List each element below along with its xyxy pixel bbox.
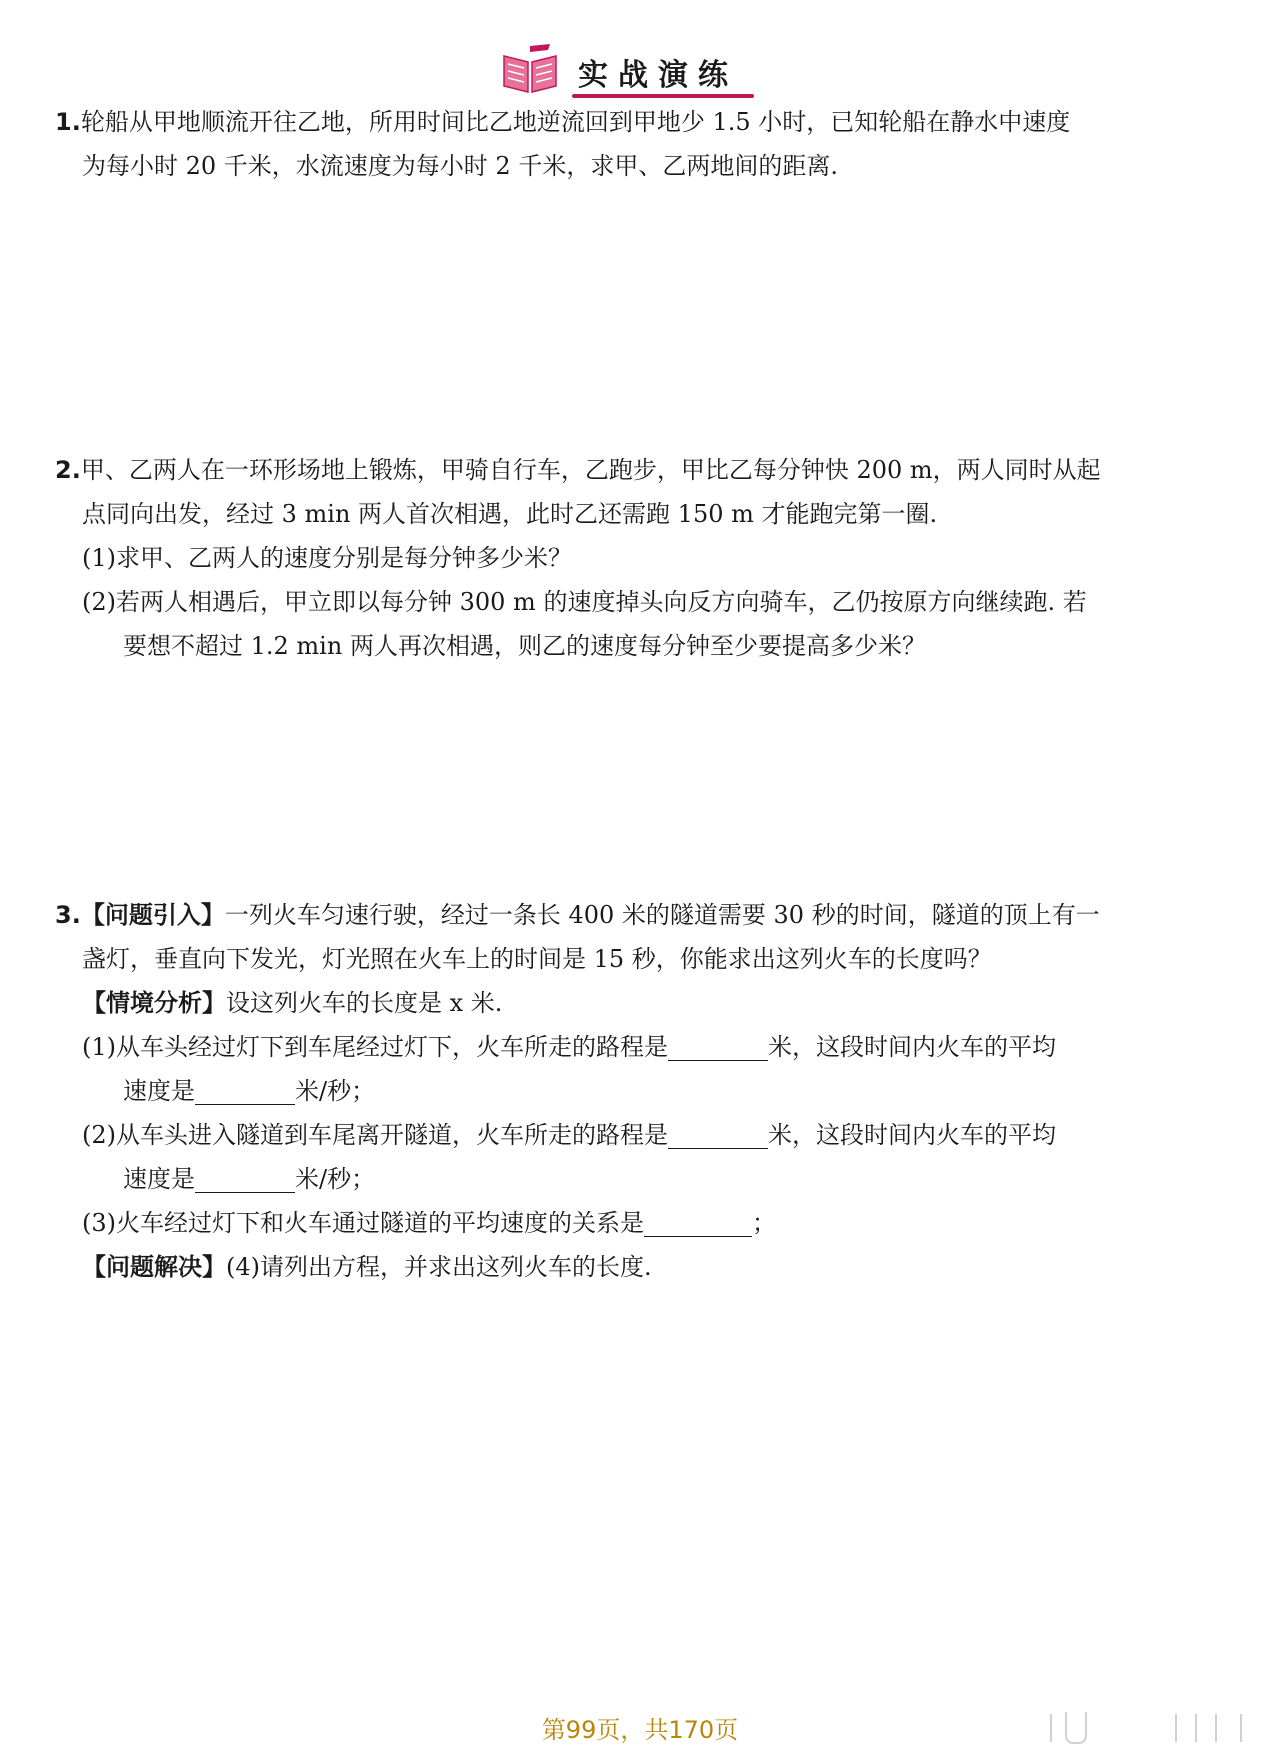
part-text: 米/秒； bbox=[295, 1165, 376, 1193]
answer-blank[interactable] bbox=[195, 1074, 295, 1105]
question-3-part-1 bbox=[55, 1025, 1222, 1069]
answer-blank[interactable] bbox=[668, 1030, 768, 1061]
part-text: (2)从车头进入隧道到车尾离开隧道，火车所走的路程是 bbox=[82, 1121, 668, 1149]
answer-blank[interactable] bbox=[644, 1206, 752, 1237]
question-2-part-2: (2)若两人相遇后，甲立即以每分钟 300 m 的速度掉头向反方向骑车，乙仍按原方向继续跑. 若 bbox=[82, 588, 1087, 616]
question-2-line-1 bbox=[55, 448, 1222, 492]
page-indicator: 第99页，共170页 bbox=[541, 1716, 739, 1744]
viewer-control-mark bbox=[1215, 1714, 1217, 1742]
question-1 bbox=[55, 100, 1222, 188]
viewer-control-mark bbox=[1240, 1714, 1242, 1742]
analysis-tag: 【情境分析】 bbox=[82, 989, 226, 1017]
question-text: 一列火车匀速行驶，经过一条长 400 米的隧道需要 30 秒的时间，隧道的顶上有一 bbox=[224, 901, 1100, 929]
part-text: (3)火车经过灯下和火车通过隧道的平均速度的关系是 bbox=[82, 1209, 644, 1237]
question-text: 甲、乙两人在一环形场地上锻炼，甲骑自行车，乙跑步，甲比乙每分钟快 200 m，两人同时从起 bbox=[80, 456, 1101, 484]
part-text: 米，这段时间内火车的平均 bbox=[768, 1033, 1056, 1061]
question-number: 3. bbox=[55, 901, 81, 929]
question-3-part-1-cont bbox=[55, 1069, 1222, 1113]
question-3-intro bbox=[55, 893, 1222, 937]
question-3-intro-cont: 盏灯，垂直向下发光，灯光照在火车上的时间是 15 秒，你能求出这列火车的长度吗？ bbox=[82, 945, 992, 973]
question-3-part-2-cont bbox=[55, 1157, 1222, 1201]
section-header bbox=[0, 40, 1280, 100]
viewer-control-mark bbox=[1175, 1714, 1177, 1742]
question-text: 轮船从甲地顺流开往乙地，所用时间比乙地逆流回到甲地少 1.5 小时，已知轮船在静水中速度 bbox=[80, 108, 1071, 136]
question-3-solve bbox=[55, 1245, 1222, 1289]
part-text: 速度是 bbox=[123, 1165, 195, 1193]
title-underline bbox=[572, 94, 754, 98]
part-text: ； bbox=[752, 1209, 776, 1237]
question-3 bbox=[55, 893, 1222, 1289]
viewer-control-mark bbox=[1195, 1714, 1197, 1742]
question-3-part-3 bbox=[55, 1201, 1222, 1245]
section-title: 实战演练 bbox=[578, 58, 738, 93]
question-1-line-2: 为每小时 20 千米，水流速度为每小时 2 千米，求甲、乙两地间的距离. bbox=[82, 152, 838, 180]
part-text: 米/秒； bbox=[295, 1077, 376, 1105]
question-number: 1. bbox=[55, 108, 81, 136]
question-number: 2. bbox=[55, 456, 81, 484]
solve-tag: 【问题解决】 bbox=[82, 1253, 226, 1281]
book-pen-icon bbox=[500, 42, 560, 96]
viewer-control-mark bbox=[1065, 1712, 1087, 1744]
question-2 bbox=[55, 448, 1222, 668]
question-2-part-2-cont: 要想不超过 1.2 min 两人再次相遇，则乙的速度每分钟至少要提高多少米？ bbox=[123, 632, 926, 660]
intro-tag: 【问题引入】 bbox=[80, 901, 225, 929]
part-text: (1)从车头经过灯下到车尾经过灯下，火车所走的路程是 bbox=[82, 1033, 668, 1061]
question-3-part-2 bbox=[55, 1113, 1222, 1157]
question-1-line-1 bbox=[55, 100, 1222, 144]
question-2-part-1: (1)求甲、乙两人的速度分别是每分钟多少米？ bbox=[82, 544, 572, 572]
part-text: 米，这段时间内火车的平均 bbox=[768, 1121, 1056, 1149]
viewer-control-mark bbox=[1050, 1714, 1052, 1742]
question-3-analysis bbox=[55, 981, 1222, 1025]
answer-blank[interactable] bbox=[668, 1118, 768, 1149]
answer-blank[interactable] bbox=[195, 1162, 295, 1193]
analysis-text: 设这列火车的长度是 x 米. bbox=[226, 989, 503, 1017]
solve-text: (4)请列出方程，并求出这列火车的长度. bbox=[226, 1253, 652, 1281]
question-2-line-2: 点同向出发，经过 3 min 两人首次相遇，此时乙还需跑 150 m 才能跑完第一圈. bbox=[82, 500, 938, 528]
part-text: 速度是 bbox=[123, 1077, 195, 1105]
